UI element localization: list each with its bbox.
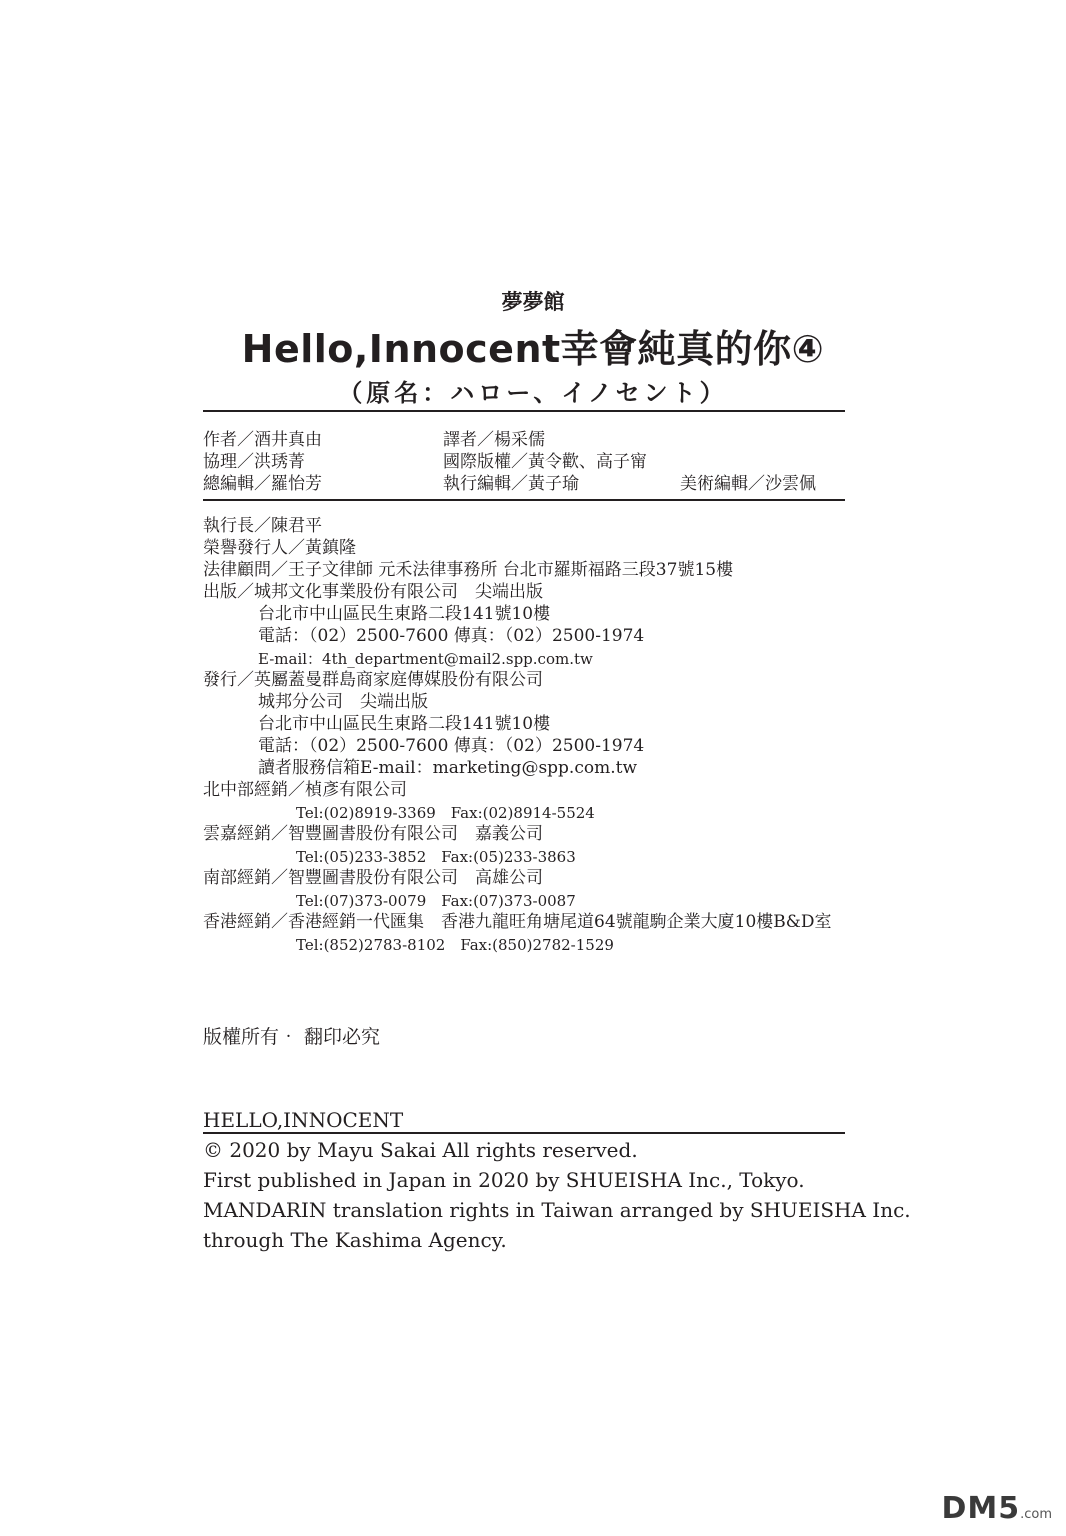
credits-divider [203, 499, 845, 501]
english-line: through The Kashima Agency. [203, 1228, 507, 1252]
info-line: 執行長／陳君平 [203, 516, 322, 536]
credit-translator: 譯者／楊采儒 [443, 430, 545, 450]
watermark-domain: .com [1020, 1507, 1052, 1522]
info-line: 城邦分公司 尖端出版 [258, 692, 428, 712]
credit-exec-editor: 執行編輯／黃子瑜 [443, 474, 579, 494]
info-line: 發行／英屬蓋曼群島商家庭傳媒股份有限公司 [203, 670, 543, 690]
english-line: First published in Japan in 2020 by SHUEISHA Inc., Tokyo. [203, 1168, 805, 1192]
original-title: （原名：ハロー、イノセント） [338, 379, 728, 407]
info-line: Tel:(02)8919-3369 Fax:(02)8914-5524 [296, 804, 595, 822]
english-line: © 2020 by Mayu Sakai All rights reserved. [203, 1138, 638, 1162]
credit-art-editor: 美術編輯／沙雲佩 [680, 474, 816, 494]
info-line: 雲嘉經銷／智豐圖書股份有限公司 嘉義公司 [203, 824, 543, 844]
english-heading: HELLO,INNOCENT [203, 1108, 404, 1132]
english-divider [203, 1132, 845, 1134]
info-line: Tel:(05)233-3852 Fax:(05)233-3863 [296, 848, 576, 866]
info-line: 台北市中山區民生東路二段141號10樓 [258, 604, 551, 624]
english-line: MANDARIN translation rights in Taiwan arranged by SHUEISHA Inc. [203, 1198, 911, 1222]
book-title: Hello,Innocent幸會純真的你④ [241, 327, 825, 371]
info-line: 電話：（02）2500-7600 傳真：（02）2500-1974 [258, 626, 645, 646]
copyright-notice: 版權所有‧ 翻印必究 [203, 1026, 381, 1048]
credit-assistant: 協理／洪琇菁 [203, 452, 305, 472]
imprint-label: 夢夢館 [501, 290, 565, 314]
info-line: 法律顧問／王子文律師 元禾法律事務所 台北市羅斯福路三段37號15樓 [203, 560, 734, 580]
watermark-logo: DM5 [941, 1491, 1021, 1526]
info-line: 讀者服務信箱E-mail：marketing@spp.com.tw [258, 758, 637, 778]
info-line: Tel:(852)2783-8102 Fax:(850)2782-1529 [296, 936, 614, 954]
info-line: 香港經銷／香港經銷一代匯集 香港九龍旺角塘尾道64號龍駒企業大廈10樓B&D室 [203, 912, 832, 932]
info-line: 出版／城邦文化事業股份有限公司 尖端出版 [203, 582, 543, 602]
credit-intl-rights: 國際版權／黃令歡、高子甯 [443, 452, 647, 472]
credit-author: 作者／酒井真由 [203, 430, 322, 450]
info-line: 電話：（02）2500-7600 傳真：（02）2500-1974 [258, 736, 645, 756]
info-line: 台北市中山區民生東路二段141號10樓 [258, 714, 551, 734]
credit-chief-editor: 總編輯／羅怡芳 [203, 474, 322, 494]
title-divider [203, 410, 845, 412]
info-line: 南部經銷／智豐圖書股份有限公司 高雄公司 [203, 868, 543, 888]
info-line: 北中部經銷／楨彥有限公司 [203, 780, 407, 800]
info-line: E-mail：4th_department@mail2.spp.com.tw [258, 650, 593, 668]
site-watermark [941, 1491, 1052, 1526]
info-line: Tel:(07)373-0079 Fax:(07)373-0087 [296, 892, 576, 910]
info-line: 榮譽發行人／黃鎮隆 [203, 538, 356, 558]
